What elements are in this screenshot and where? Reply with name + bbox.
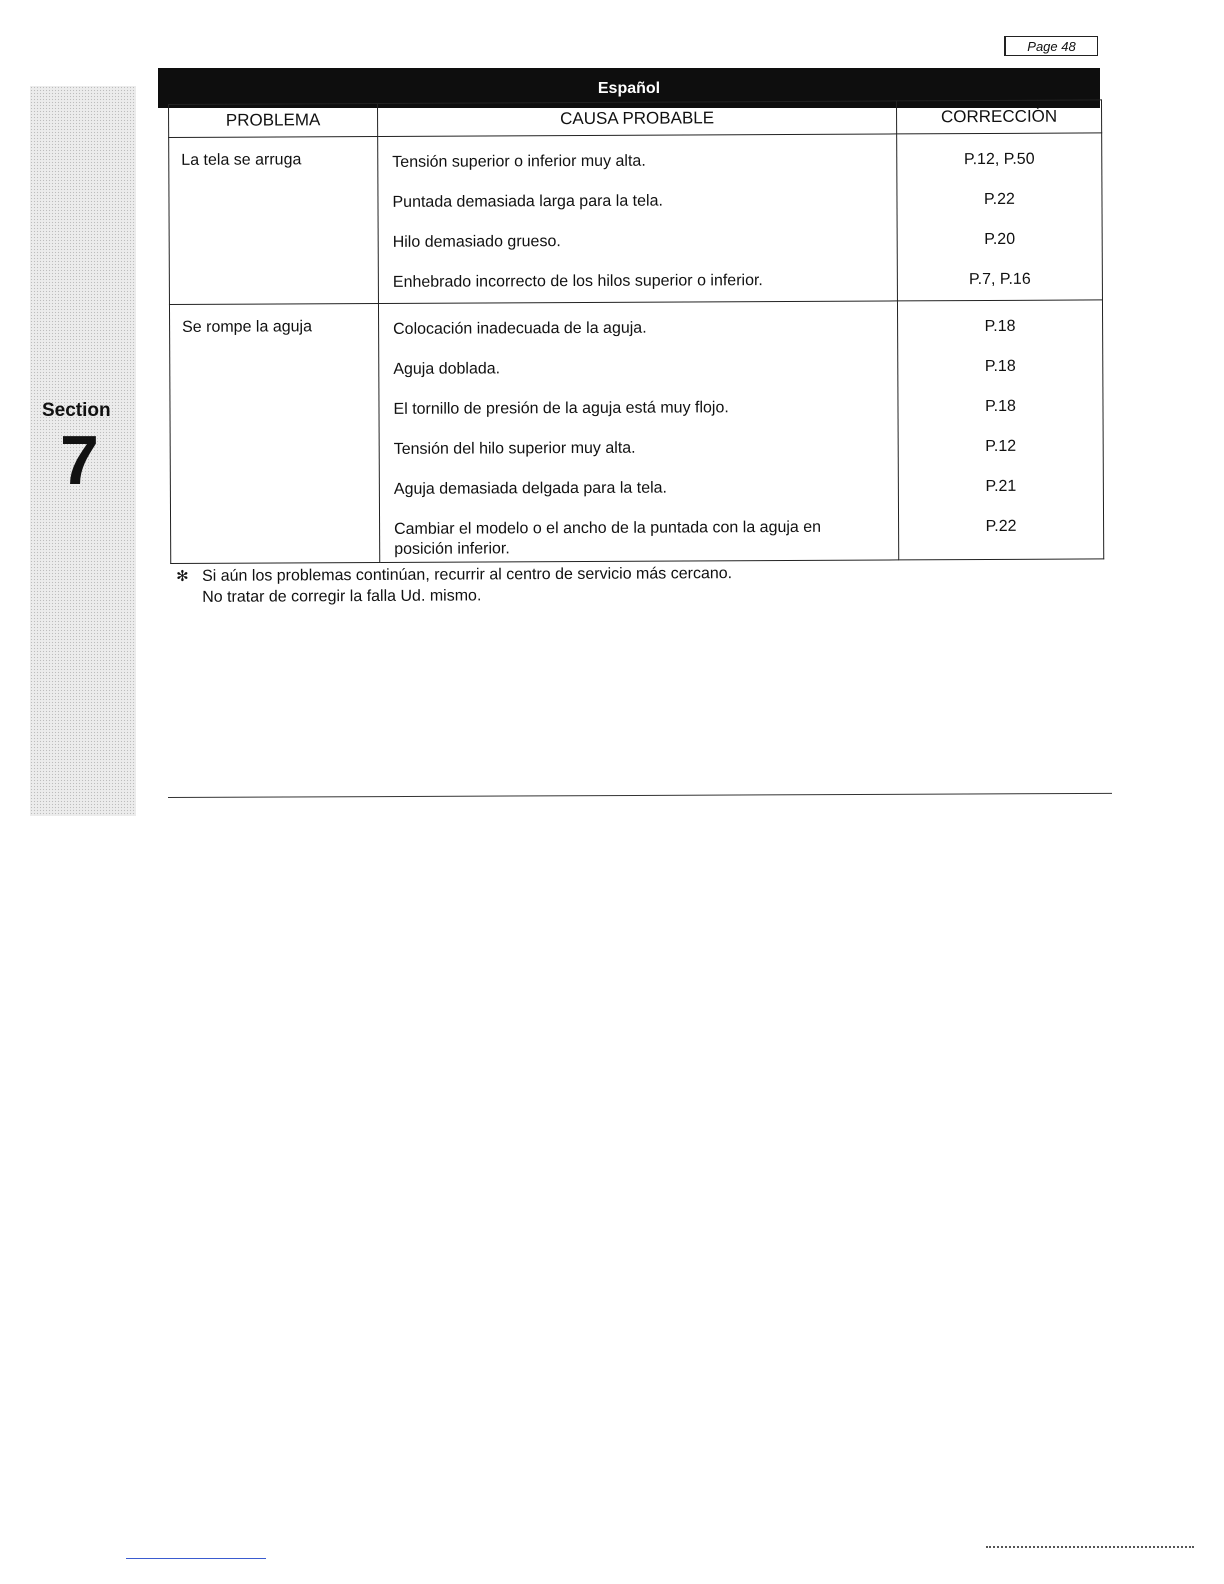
cause-item: Hilo demasiado grueso.: [392, 233, 561, 251]
section-sidebar: [30, 86, 136, 816]
correction-item: P.21: [985, 477, 1017, 496]
cause-item: Colocación inadecuada de la aguja.: [393, 319, 647, 338]
cause-item: Puntada demasiada larga para la tela.: [392, 192, 663, 211]
problem-cell: La tela se arruga: [169, 136, 379, 304]
note-line-1: [176, 563, 732, 587]
correction-cell: [897, 133, 1103, 301]
header-cause: CAUSA PROBABLE: [377, 101, 896, 137]
page-number-label: Page 48: [1004, 36, 1098, 56]
cause-cell: [378, 134, 898, 304]
service-note: [176, 563, 732, 608]
correction-item: P.7, P.16: [968, 270, 1031, 289]
asterisk-icon: ✻: [176, 567, 189, 585]
table-row: [169, 133, 1103, 305]
language-header-text: Español: [597, 80, 661, 97]
note-text-2: No tratar de corregir la falla Ud. mismo.: [202, 587, 482, 606]
correction-item: P.12, P.50: [963, 150, 1035, 169]
section-number: 7: [60, 421, 99, 499]
correction-cell: [897, 300, 1103, 560]
footer-line-right: [986, 1546, 1194, 1548]
header-problem: PROBLEMA: [169, 103, 378, 137]
correction-item: P.22: [985, 517, 1017, 536]
correction-item: P.18: [984, 317, 1016, 336]
cause-item: Aguja demasiada delgada para la tela.: [393, 479, 668, 498]
table-row: [169, 300, 1103, 564]
troubleshooting-table: [168, 99, 1104, 564]
cause-item: Tensión del hilo superior muy alta.: [393, 439, 636, 458]
cause-item: Cambiar el modelo o el ancho de la puntada con la aguja en posición inferior.: [394, 518, 822, 558]
horizontal-rule: [168, 793, 1112, 798]
problem-cell: Se rompe la aguja: [169, 303, 379, 563]
cause-item: El tornillo de presión de la aguja está muy flojo.: [393, 399, 729, 418]
correction-item: P.18: [985, 397, 1016, 416]
cause-item: Aguja doblada.: [393, 360, 501, 378]
correction-item: P.22: [983, 190, 1015, 209]
cause-cell: [378, 301, 898, 563]
header-correction: CORRECCIÓN: [896, 100, 1101, 134]
correction-item: P.20: [984, 230, 1016, 249]
note-text-1: Si aún los problemas continúan, recurrir al centro de servicio más cercano.: [202, 565, 733, 585]
cause-item: Enhebrado incorrecto de los hilos superior o inferior.: [392, 272, 763, 291]
correction-item: P.18: [984, 357, 1016, 376]
section-label: Section: [42, 400, 111, 421]
table-header-row: [169, 100, 1102, 138]
footer-line-left: [126, 1558, 266, 1559]
cause-item: Tensión superior o inferior muy alta.: [392, 152, 646, 171]
correction-item: P.12: [985, 437, 1017, 456]
